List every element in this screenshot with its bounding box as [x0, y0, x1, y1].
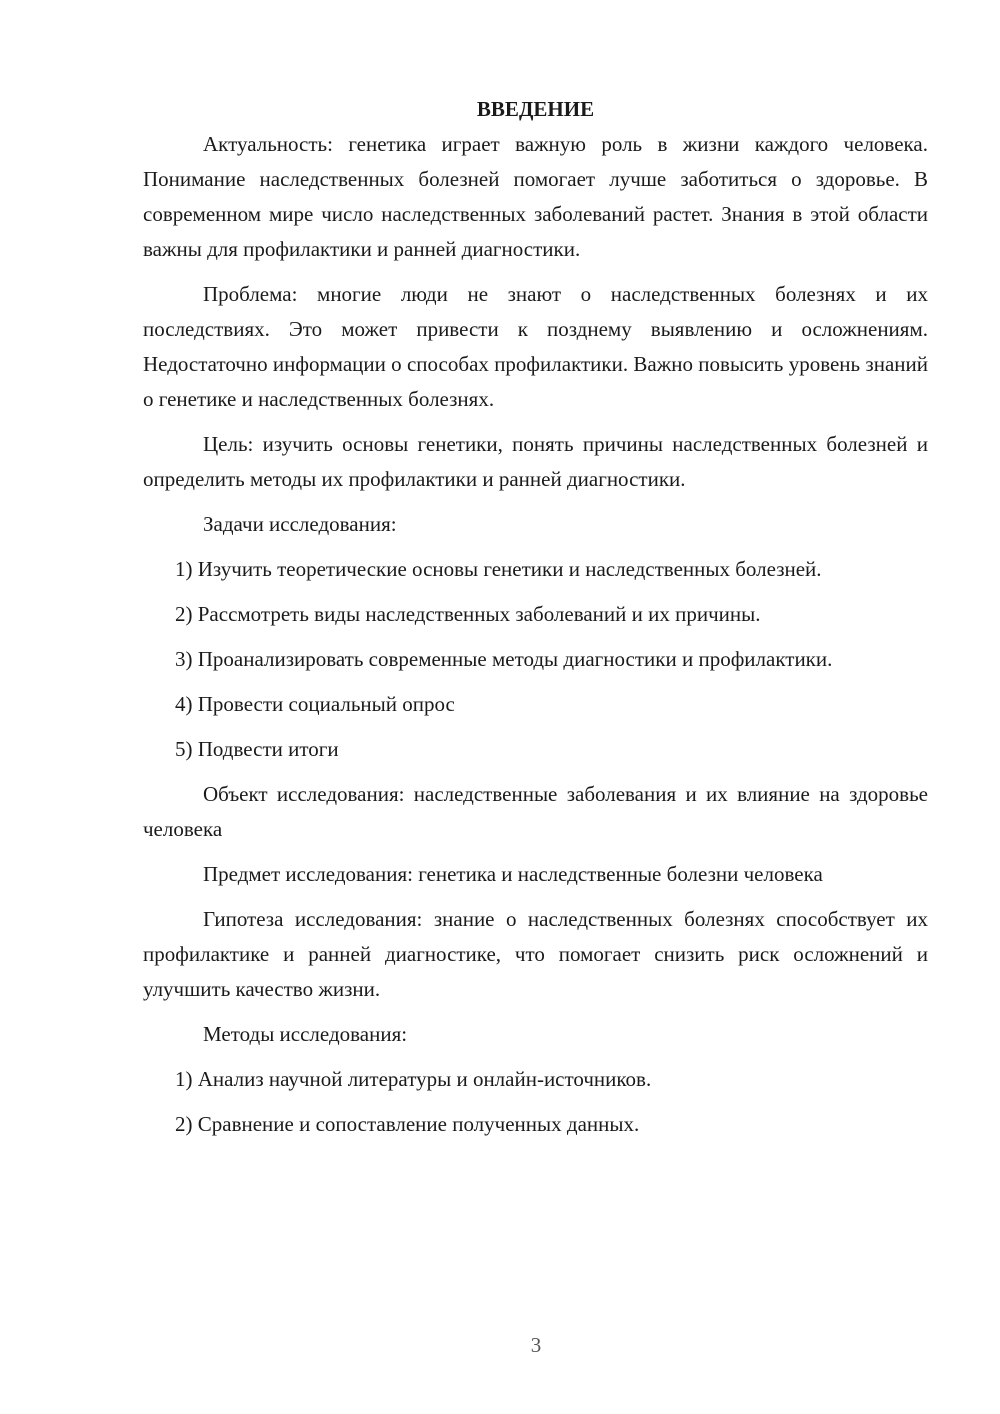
document-page	[143, 92, 928, 1152]
task-item-5: 5) Подвести итоги	[175, 737, 339, 761]
page-number: 3	[530, 1333, 542, 1357]
task-item-3: 3) Проанализировать современные методы диагностики и профилактики.	[175, 647, 833, 671]
paragraph-object: Объект исследования: наследственные заболевания и их влияние на здоровье человека	[143, 782, 928, 841]
method-item-2: 2) Сравнение и сопоставление полученных данных.	[175, 1112, 640, 1136]
paragraph-subject: Предмет исследования: генетика и наследственные болезни человека	[203, 862, 823, 886]
paragraph-hypothesis: Гипотеза исследования: знание о наследственных болезнях способствует их профилактике и ранней диагностике, что помогает снизить риск осложнений и улучшить качество жизни.	[143, 907, 928, 1001]
tasks-heading: Задачи исследования:	[203, 512, 397, 536]
task-item-2: 2) Рассмотреть виды наследственных заболеваний и их причины.	[175, 602, 761, 626]
paragraph-goal: Цель: изучить основы генетики, понять причины наследственных болезней и определить методы их профилактики и ранней диагностики.	[143, 432, 928, 491]
methods-heading: Методы исследования:	[203, 1022, 408, 1046]
task-item-4: 4) Провести социальный опрос	[175, 692, 455, 716]
paragraph-relevance: Актуальность: генетика играет важную роль в жизни каждого человека. Понимание наследственных болезней помогает лучше заботиться о здоровье. В современном мире число наследственных заболеваний растет. Знания в этой области важны для профилактики и ранней диагностики.	[143, 132, 928, 261]
method-item-1: 1) Анализ научной литературы и онлайн-источников.	[175, 1067, 652, 1091]
page-title: ВВЕДЕНИЕ	[476, 97, 595, 121]
task-item-1: 1) Изучить теоретические основы генетики и наследственных болезней.	[175, 557, 822, 581]
paragraph-problem: Проблема: многие люди не знают о наследственных болезнях и их последствиях. Это может привести к позднему выявлению и осложнениям. Недостаточно информации о способах профилактики. Важно повысить уровень знаний о генетике и наследственных болезнях.	[143, 282, 928, 411]
